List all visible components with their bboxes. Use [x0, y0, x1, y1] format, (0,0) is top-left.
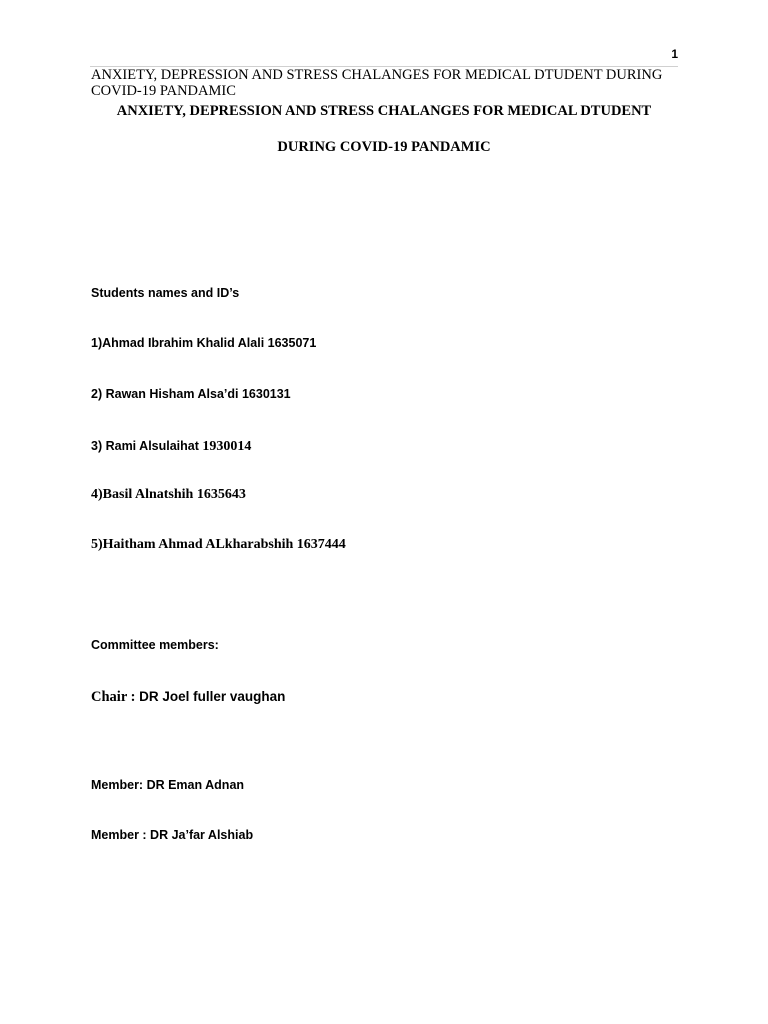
page-number: 1 — [671, 47, 678, 61]
running-head: ANXIETY, DEPRESSION AND STRESS CHALANGES FOR MEDICAL DTUDENT DURING COVID-19 PANDAMIC — [91, 67, 663, 99]
committee-chair — [91, 688, 285, 706]
committee-heading: Committee members: — [91, 638, 219, 652]
student-item-5: 5)Haitham Ahmad ALkharabshih 1637444 — [91, 537, 346, 552]
student-item-3-id: 1930014 — [202, 439, 252, 454]
committee-member-2: Member : DR Ja’far Alshiab — [91, 828, 254, 842]
chair-label: Chair : — [91, 689, 140, 705]
student-item-3-name: 3) Rami Alsulaihat — [91, 439, 203, 453]
student-item-3 — [91, 437, 251, 455]
student-item-2: 2) Rawan Hisham Alsa’di 1630131 — [91, 387, 291, 401]
student-item-4: 4)Basil Alnatshih 1635643 — [91, 487, 246, 502]
title-line-2: DURING COVID-19 PANDAMIC — [277, 139, 491, 155]
students-heading: Students names and ID’s — [91, 286, 240, 300]
chair-name: DR Joel fuller vaughan — [139, 689, 286, 704]
student-item-1: 1)Ahmad Ibrahim Khalid Alali 1635071 — [91, 336, 317, 350]
title-line-1: ANXIETY, DEPRESSION AND STRESS CHALANGES FOR MEDICAL DTUDENT — [116, 103, 652, 119]
committee-member-1: Member: DR Eman Adnan — [91, 778, 245, 792]
